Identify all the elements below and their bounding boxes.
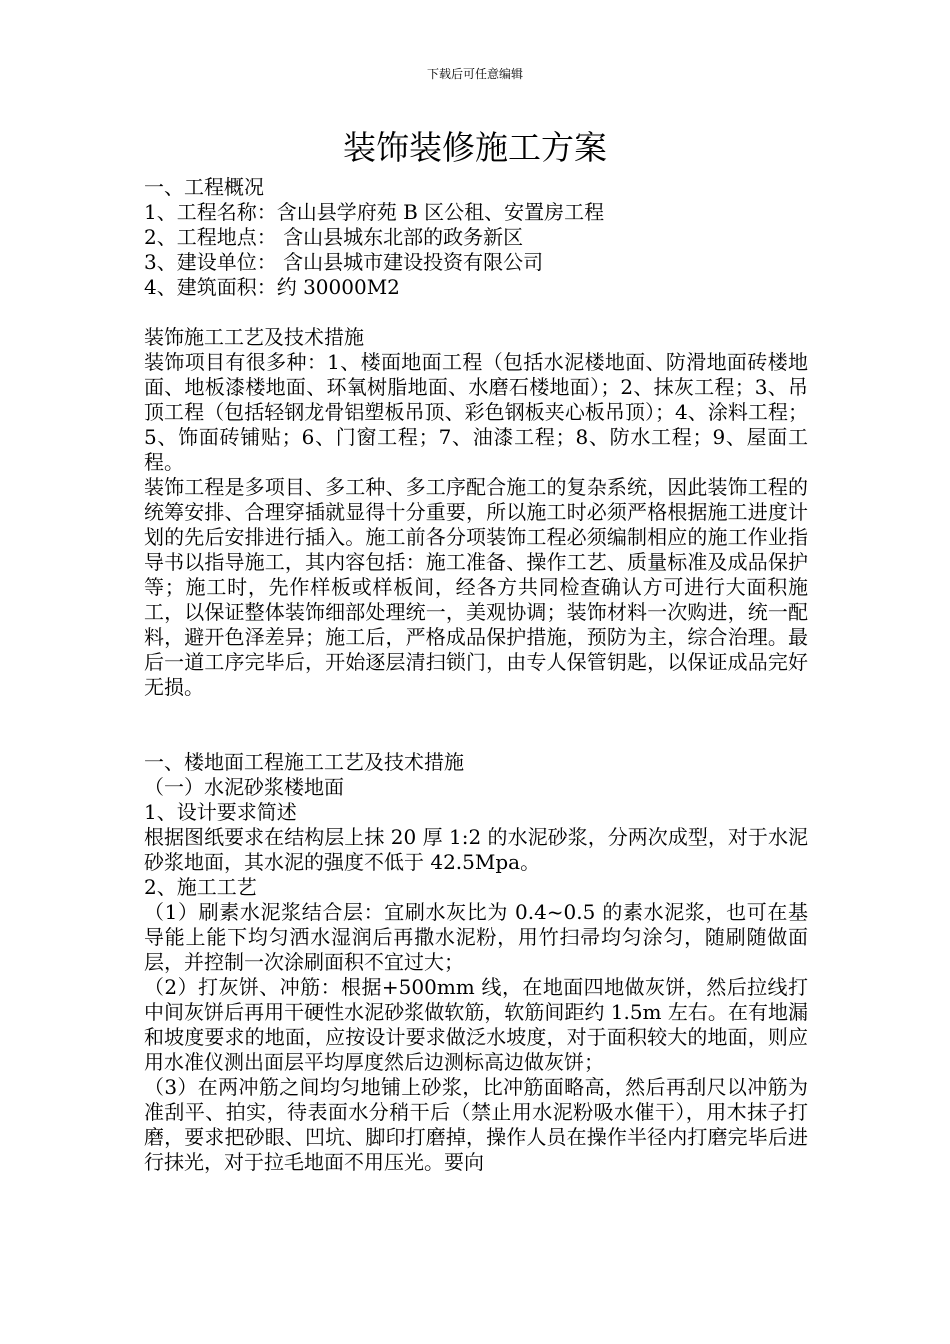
overview-line-name: 1、工程名称：含山县学府苑 B 区公租、安置房工程 — [144, 200, 605, 224]
overview-line-location: 2、工程地点： 含山县城东北部的政务新区 — [144, 225, 524, 249]
overview-line-area: 4、建筑面积：约 30000M2 — [144, 275, 400, 299]
spacer — [144, 300, 808, 325]
section-heading-decoration: 装饰施工工艺及技术措施 — [144, 325, 364, 349]
design-requirements-heading: 1、设计要求简述 — [144, 800, 297, 824]
decoration-paragraph-process: 装饰工程是多项目、多工种、多工序配合施工的复杂系统，因此装饰工程的统筹安排、合理穿插就显得十分重要，所以施工时必须严格根据施工进度计划的先后安排进行插入。施工前各分项装饰工程必须编制相应的施工作业指导书以指导施工，其内容包括：施工准备、操作工艺、质量标准及成品保护等；施工时，先作样板或样板间，经各方共同检查确认方可进行大面积施工，以保证整体装饰细部处理统一，美观协调；装饰材料一次购进，统一配料，避开色泽差异；施工后，严格成品保护措施，预防为主，综合治理。最后一道工序完毕后，开始逐层清扫锁门，由专人保管钥匙，以保证成品完好无损。 — [144, 475, 808, 699]
overview-line-owner: 3、建设单位： 含山县城市建设投资有限公司 — [144, 250, 544, 274]
header-note: 下载后可任意编辑 — [426, 67, 523, 81]
spacer — [144, 700, 808, 750]
document-title: 装饰装修施工方案 — [343, 128, 607, 167]
subsection-heading-cement-floor: （一）水泥砂浆楼地面 — [144, 775, 344, 799]
process-step-2: （2）打灰饼、冲筋：根据+500mm 线，在地面四地做灰饼，然后拉线打中间灰饼后再用干硬性水泥砂浆做软筋，软筋间距约 1.5m 左右。在有地漏和坡度要求的地面，应按设计要求做泛水坡度，对于面积较大的地面，则应用水准仪测出面层平均厚度然后边测标高边做灰饼； — [144, 975, 808, 1074]
process-step-3: （3）在两冲筋之间均匀地铺上砂浆，比冲筋面略高，然后再刮尺以冲筋为准刮平、拍实，待表面水分稍干后（禁止用水泥粉吸水催干），用木抹子打磨，要求把砂眼、凹坑、脚印打磨掉，操作人员在操作半径内打磨完毕后进行抹光，对于拉毛地面不用压光。要向 — [144, 1075, 808, 1174]
design-requirements-text: 根据图纸要求在结构层上抹 20 厚 1:2 的水泥砂浆，分两次成型，对于水泥砂浆地面，其水泥的强度不低于 42.5Mpa。 — [144, 825, 808, 874]
process-step-1: （1）刷素水泥浆结合层：宜刷水灰比为 0.4~0.5 的素水泥浆，也可在基导能上能下均匀洒水湿润后再撒水泥粉，用竹扫帚均匀涂匀，随刷随做面层，并控制一次涂刷面积不宜过大； — [144, 900, 808, 974]
construction-process-heading: 2、施工工艺 — [144, 875, 257, 899]
document-body — [144, 175, 808, 1175]
section-heading-overview: 一、工程概况 — [144, 175, 264, 199]
decoration-paragraph-items: 装饰项目有很多种：1、楼面地面工程（包括水泥楼地面、防滑地面砖楼地面、地板漆楼地面、环氧树脂地面、水磨石楼地面）；2、抹灰工程；3、吊顶工程（包括轻钢龙骨铝塑板吊顶、彩色钢板夹心板吊顶）；4、涂料工程；5、饰面砖铺贴；6、门窗工程；7、油漆工程；8、防水工程；9、屋面工程。 — [144, 350, 808, 474]
section-heading-floor: 一、楼地面工程施工工艺及技术措施 — [144, 750, 464, 774]
